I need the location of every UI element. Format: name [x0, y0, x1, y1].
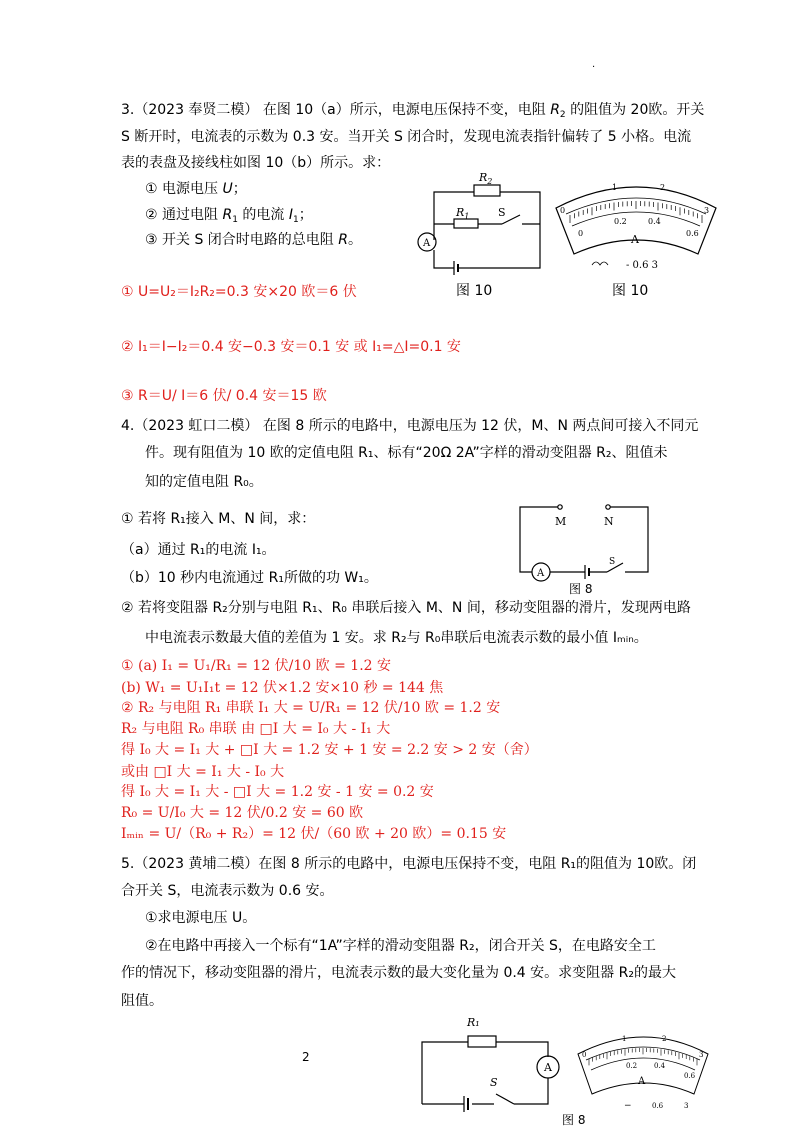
dial-top-0: 0 — [560, 206, 566, 215]
fig8-n-label: N — [604, 515, 614, 528]
p5-q2-line2: 作的情况下，移动变阻器的滑片，电流表示数的最大变化量为 0.4 安。求变阻器 R₂的最大 — [121, 965, 676, 981]
p5-fig-caption: 图 8 — [562, 1113, 586, 1127]
p4-q2-line2: 中电流表示数最大值的差值为 1 安。求 R₂与 R₀串联后电流表示数的最小值 Iₘᵢₙ。 — [145, 630, 648, 646]
p3-fig-a-caption: 图 10 — [456, 283, 493, 299]
dial-bot-04: 0.4 — [648, 217, 661, 226]
dial-unit: A — [631, 233, 639, 246]
p5-fig-r1-label: R₁ — [467, 1016, 480, 1029]
p3-answer-2: ② I₁＝I−I₂＝0.4 安−0.3 安＝0.1 安 或 I₁=△I=0.1 安 — [121, 339, 461, 355]
p5-dial-top-2: 2 — [662, 1035, 667, 1043]
p5-dial-unit: A — [638, 1076, 646, 1087]
fig8-switch-label: S — [609, 557, 616, 567]
p4-q2-line1: ② 若将变阻器 R₂分别与电阻 R₁、R₀ 串联后接入 M、N 间，移动变阻器的滑片，发现两电路 — [121, 600, 691, 616]
p5-q2-line1: ②在电路中再接入一个标有“1A”字样的滑动变阻器 R₂，闭合开关 S，在电路安全工 — [145, 938, 656, 954]
p4-fig-caption: 图 8 — [569, 582, 593, 596]
page-number: 2 — [302, 1050, 310, 1064]
p3-q3: ③ 开关 S 闭合时电路的总电阻 R。 — [145, 232, 362, 248]
p4-qb: （b）10 秒内电流通过 R₁所做的功 W₁。 — [121, 570, 378, 586]
p4-answer-line: Iₘᵢₙ = U/（R₀ + R₂）= 12 伏/（60 欧 + 20 欧）= 0.15 安 — [121, 826, 507, 842]
p5-dial-bot-06: 0.6 — [684, 1072, 696, 1080]
fig10a-r1-label: $R_1$ — [456, 206, 470, 221]
top-dot: . — [592, 59, 596, 70]
p3-ammeter-dial — [552, 168, 722, 278]
p5-dial-term-3: 3 — [684, 1102, 689, 1110]
p5-fig-switch-label: S — [490, 1076, 498, 1089]
p4-answer-line: R₀ = U/I₀ 大 = 12 伏/0.2 安 = 60 欧 — [121, 805, 364, 821]
p4-line3: 知的定值电阻 R₀。 — [145, 474, 263, 490]
p4-answer-line: (b) W₁ = U₁I₁t = 12 伏×1.2 安×10 秒 = 144 焦 — [121, 680, 444, 696]
fig10a-ammeter-label: A — [423, 238, 431, 249]
dial-bot-06: 0.6 — [686, 229, 699, 238]
p5-fig-ammeter-label: A — [544, 1061, 552, 1074]
p3-answer-1: ① U=U₂＝I₂R₂=0.3 安×20 欧＝6 伏 — [121, 284, 357, 300]
fig10a-switch-label: S — [498, 206, 506, 219]
p3-q2: ② 通过电阻 $R_1$ 的电流 $I_1$； — [145, 207, 313, 225]
p3-q1: ① 电源电压 U； — [145, 181, 247, 197]
p5-circuit-diagram — [412, 1012, 572, 1112]
p4-answer-line: ② R₂ 与电阻 R₁ 串联 I₁ 大 = U/R₁ = 12 伏/10 欧 = 1.2 安 — [121, 700, 501, 716]
p5-dial-bot-04: 0.4 — [654, 1062, 666, 1070]
fig10a-r2-label: $R_2$ — [479, 171, 493, 186]
p5-dial-term-06: 0.6 — [652, 1102, 664, 1110]
fig8-m-label: M — [555, 515, 567, 528]
dial-bot-02: 0.2 — [614, 217, 627, 226]
p5-dial-bot-02: 0.2 — [626, 1062, 638, 1070]
p3-answer-3: ③ R＝U/ I＝6 伏/ 0.4 安＝15 欧 — [121, 388, 327, 404]
fig8-ammeter-label: A — [537, 568, 545, 579]
p5-line2: 合开关 S，电流表示数为 0.6 安。 — [121, 883, 334, 899]
p4-answer-line: 得 I₀ 大 = I₁ 大 - □I 大 = 1.2 安 - 1 安 = 0.2 安 — [121, 784, 434, 800]
dial-bot-0: 0 — [578, 229, 584, 238]
p5-dial-top-3: 3 — [699, 1051, 704, 1059]
p3-line1: 3.（2023 奉贤二模） 在图 10（a）所示，电源电压保持不变，电阻 $R_2$ 的阻值为 20欧。开关 — [121, 102, 705, 120]
p5-line1: 5.（2023 黄埔二模）在图 8 所示的电路中，电源电压保持不变，电阻 R₁的阻值为 10欧。闭 — [121, 856, 697, 872]
p4-line1: 4.（2023 虹口二模） 在图 8 所示的电路中，电源电压为 12 伏，M、N 两点间可接入不同元 — [121, 418, 699, 434]
dial-top-3: 3 — [704, 206, 710, 215]
p5-dial-term-neg: − — [624, 1101, 632, 1111]
p4-answer-line: R₂ 与电阻 R₀ 串联 由 □I 大 = I₀ 大 - I₁ 大 — [121, 721, 391, 737]
p3-circuit-diagram — [412, 168, 552, 278]
p4-answer-line: 或由 □I 大 = I₁ 大 - I₀ 大 — [121, 764, 285, 780]
dial-terminals: - 0.6 3 — [626, 260, 659, 271]
p5-dial-top-1: 1 — [622, 1035, 627, 1043]
p4-line2: 件。现有阻值为 10 欧的定值电阻 R₁、标有“20Ω 2A”字样的滑动变阻器 R₂、阻值未 — [145, 445, 668, 461]
dial-top-2: 2 — [660, 183, 666, 192]
p3-line2: S 断开时，电流表的示数为 0.3 安。当开关 S 闭合时，发现电流表指针偏转了 5 小格。电流 — [121, 129, 692, 145]
p4-q1: ① 若将 R₁接入 M、N 间，求： — [121, 511, 316, 527]
p5-dial-top-0: 0 — [582, 1051, 587, 1059]
p4-answer-line: ① (a) I₁ = U₁/R₁ = 12 伏/10 欧 = 1.2 安 — [121, 658, 391, 674]
p5-q2-line3: 阻值。 — [121, 993, 163, 1009]
p5-q1: ①求电源电压 U。 — [145, 910, 257, 926]
p3-line3: 表的表盘及接线柱如图 10（b）所示。求： — [121, 155, 391, 171]
p4-qa: （a）通过 R₁的电流 I₁。 — [121, 542, 276, 558]
p5-ammeter-dial — [574, 1024, 714, 1116]
p4-answer-line: 得 I₀ 大 = I₁ 大 + □I 大 = 1.2 安 + 1 安 = 2.2 安 > 2 安（舍） — [121, 742, 538, 758]
p3-fig-b-caption: 图 10 — [612, 283, 649, 299]
dial-top-1: 1 — [612, 183, 618, 192]
